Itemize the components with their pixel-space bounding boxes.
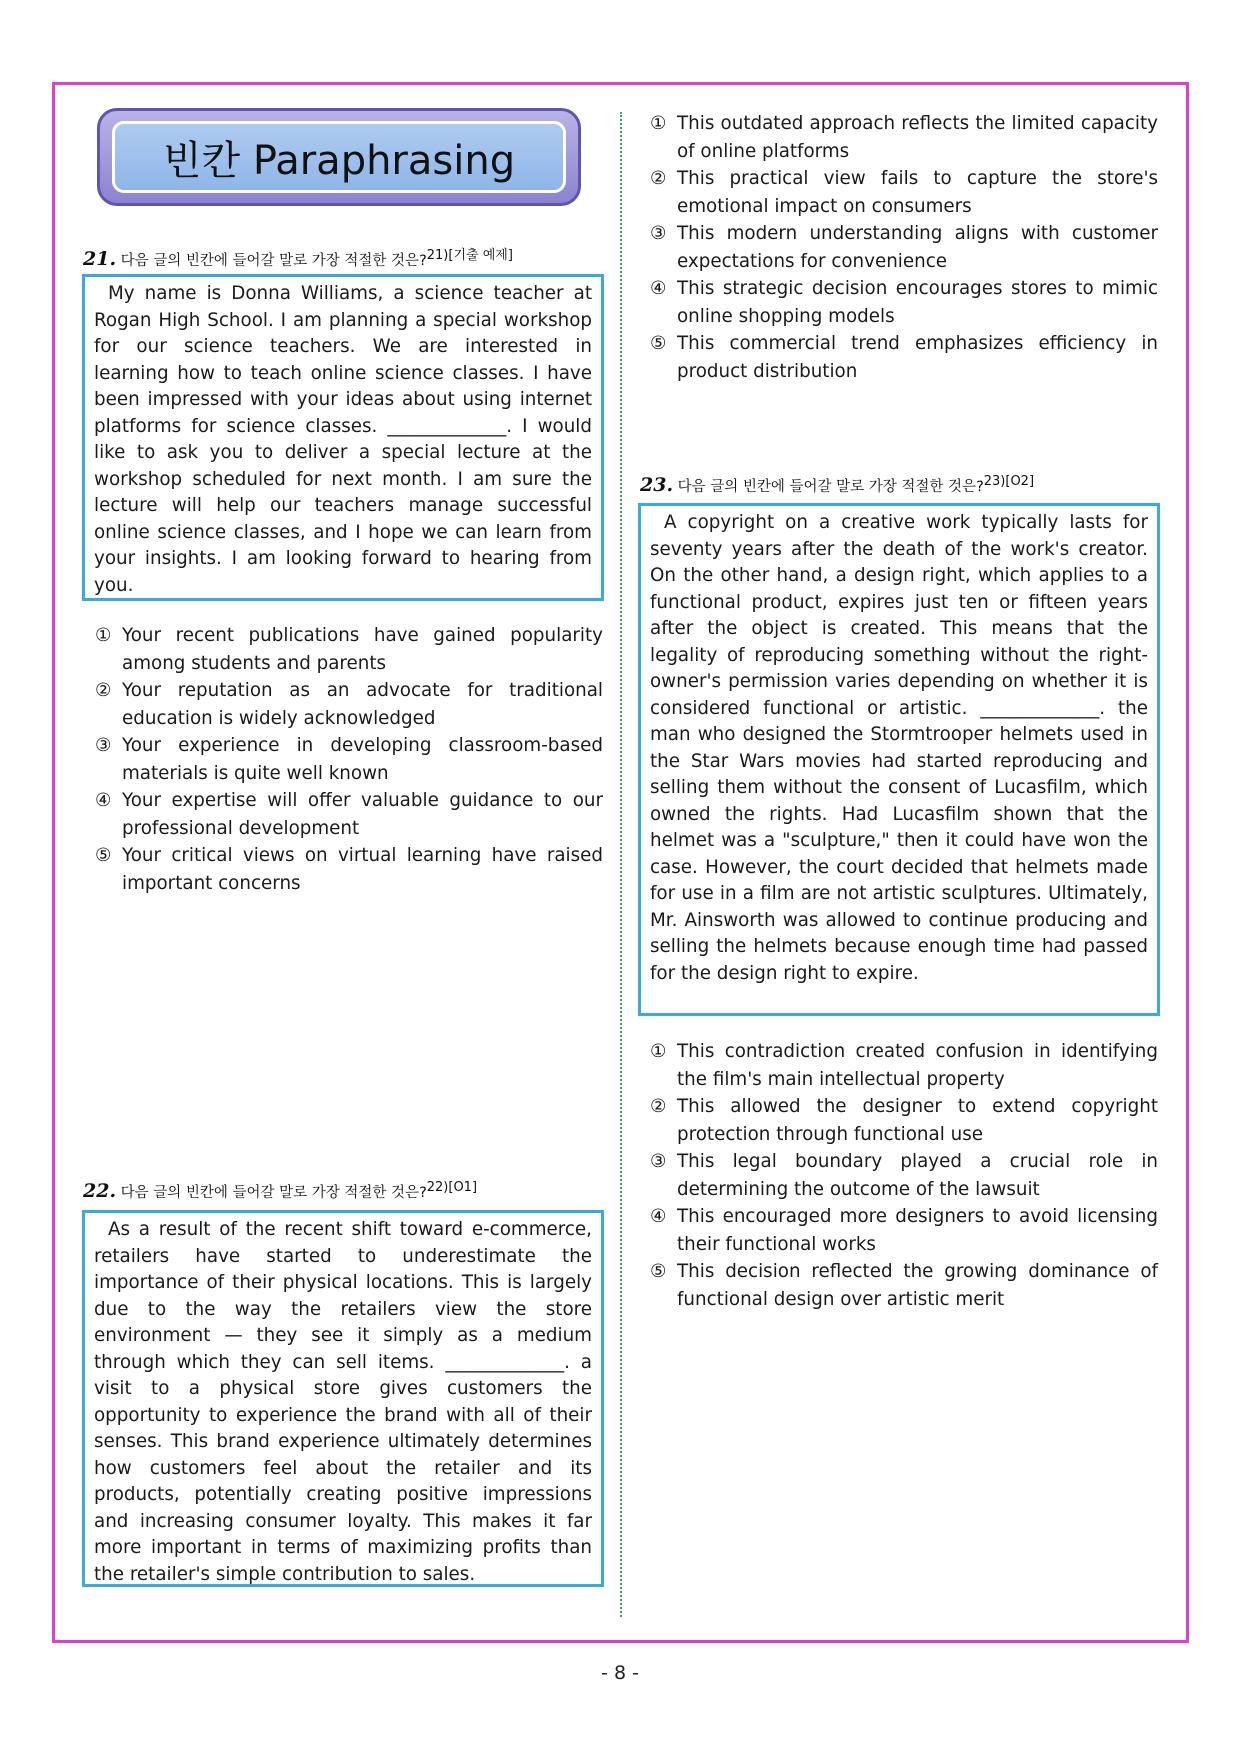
choice-1[interactable] (650, 110, 1158, 165)
question-source: 22)[O1] (426, 1180, 478, 1196)
question-22-passage: As a result of the recent shift toward e-commerce, retailers have started to underestimate the importance of their physical locations. This is largely due to the way the retailers view the store environment — they see it simply as a medium through which they can sell items. _____________. a visit to a physical store gives customers the opportunity to experience the brand with all of their senses. This brand experience ultimately determines how customers feel about the retailer and its products, potentially creating positive impressions and increasing consumer loyalty. This makes it far more important in terms of maximizing profits than the retailer's simple contribution to sales. (94, 1219, 592, 1585)
choice-text: Your reputation as an advocate for traditional education is widely acknowledged (122, 680, 603, 729)
question-21-header (83, 244, 513, 270)
choice-5[interactable] (650, 1258, 1158, 1313)
question-23-choices (650, 1038, 1158, 1313)
title-badge-inner (112, 121, 566, 193)
page-title: 빈칸 Paraphrasing (162, 137, 516, 184)
question-source: 23)[O2] (983, 474, 1035, 490)
choice-marker: ④ (95, 790, 112, 811)
page-number: - 8 - (601, 1662, 639, 1684)
choice-marker: ⑤ (650, 1261, 667, 1282)
question-21-passage: My name is Donna Williams, a science teacher at Rogan High School. I am planning a special workshop for our science teachers. We are interested in learning how to teach online science classes. I have been impressed with your ideas about using internet platforms for science classes. _____________. I would like to ask you to deliver a special lecture at the workshop scheduled for next month. I am sure the lecture will help our teachers manage successful online science classes, and I hope we can learn from your insights. I am looking forward to hearing from you. (94, 283, 592, 596)
column-divider (620, 112, 622, 1617)
choice-text: Your expertise will offer valuable guidance to our professional development (122, 790, 603, 839)
choice-text: This decision reflected the growing dominance of functional design over artistic merit (677, 1261, 1158, 1310)
choice-5[interactable] (650, 330, 1158, 385)
choice-1[interactable] (95, 622, 603, 677)
question-prompt: 다음 글의 빈칸에 들어갈 말로 가장 적절한 것은? (120, 1185, 427, 1201)
choice-text: This allowed the designer to extend copyright protection through functional use (677, 1096, 1158, 1145)
choice-marker: ① (650, 1041, 667, 1062)
choice-marker: ③ (650, 223, 667, 244)
choice-marker: ⑤ (95, 845, 112, 866)
question-source: 21)[기출 예제] (426, 248, 513, 263)
choice-marker: ① (650, 113, 667, 134)
choice-3[interactable] (95, 732, 603, 787)
choice-marker: ⑤ (650, 333, 667, 354)
question-prompt: 다음 글의 빈칸에 들어갈 말로 가장 적절한 것은? (120, 252, 427, 269)
question-22-passage-box (82, 1210, 604, 1587)
choice-marker: ③ (650, 1151, 667, 1172)
choice-marker: ④ (650, 278, 667, 299)
choice-text: Your critical views on virtual learning have raised important concerns (122, 845, 603, 894)
choice-marker: ① (95, 625, 112, 646)
title-badge (97, 108, 581, 206)
choice-3[interactable] (650, 1148, 1158, 1203)
choice-marker: ④ (650, 1206, 667, 1227)
question-number: 21. (83, 247, 117, 270)
choice-text: This outdated approach reflects the limited capacity of online platforms (677, 113, 1158, 162)
choice-3[interactable] (650, 220, 1158, 275)
choice-text: This contradiction created confusion in identifying the film's main intellectual property (677, 1041, 1158, 1090)
choice-2[interactable] (95, 677, 603, 732)
choice-4[interactable] (95, 787, 603, 842)
choice-2[interactable] (650, 1093, 1158, 1148)
choice-text: This commercial trend emphasizes efficiency in product distribution (677, 333, 1158, 382)
choice-4[interactable] (650, 275, 1158, 330)
choice-2[interactable] (650, 165, 1158, 220)
choice-text: This practical view fails to capture the store's emotional impact on consumers (677, 168, 1158, 217)
choice-text: This encouraged more designers to avoid licensing their functional works (677, 1206, 1158, 1255)
choice-5[interactable] (95, 842, 603, 897)
choice-1[interactable] (650, 1038, 1158, 1093)
choice-text: This modern understanding aligns with customer expectations for convenience (677, 223, 1158, 272)
choice-text: This strategic decision encourages stores to mimic online shopping models (677, 278, 1158, 327)
choice-marker: ② (95, 680, 112, 701)
choice-marker: ② (650, 168, 667, 189)
question-22-header (83, 1180, 477, 1202)
question-23-header (640, 474, 1034, 496)
choice-marker: ② (650, 1096, 667, 1117)
choice-text: Your recent publications have gained popularity among students and parents (122, 625, 603, 674)
question-22-choices (650, 110, 1158, 385)
choice-text: This legal boundary played a crucial role in determining the outcome of the lawsuit (677, 1151, 1158, 1200)
question-number: 23. (640, 474, 674, 496)
choice-marker: ③ (95, 735, 112, 756)
question-23-passage-box (638, 503, 1160, 1016)
choice-4[interactable] (650, 1203, 1158, 1258)
choice-text: Your experience in developing classroom-based materials is quite well known (122, 735, 603, 784)
question-21-passage-box (82, 274, 604, 601)
question-prompt: 다음 글의 빈칸에 들어갈 말로 가장 적절한 것은? (677, 479, 984, 495)
question-number: 22. (83, 1180, 117, 1202)
question-23-passage: A copyright on a creative work typically lasts for seventy years after the death of the work's creator. On the other hand, a design right, which applies to a functional product, expires just ten or fifteen years after the object is created. This means that the legality of reproducing something without the right-owner's permission varies depending on whether it is considered functional or artistic. _____________. the man who designed the Stormtrooper helmets used in the Star Wars movies had started reproducing and selling them without the consent of Lucasfilm, which owned the rights. Had Lucasfilm shown that the helmet was a "sculpture," then it could have won the case. However, the court decided that helmets made for use in a film are not artistic sculptures. Ultimately, Mr. Ainsworth was allowed to continue producing and selling the helmets because enough time had passed for the design right to expire. (650, 512, 1148, 984)
question-21-choices (95, 622, 603, 897)
